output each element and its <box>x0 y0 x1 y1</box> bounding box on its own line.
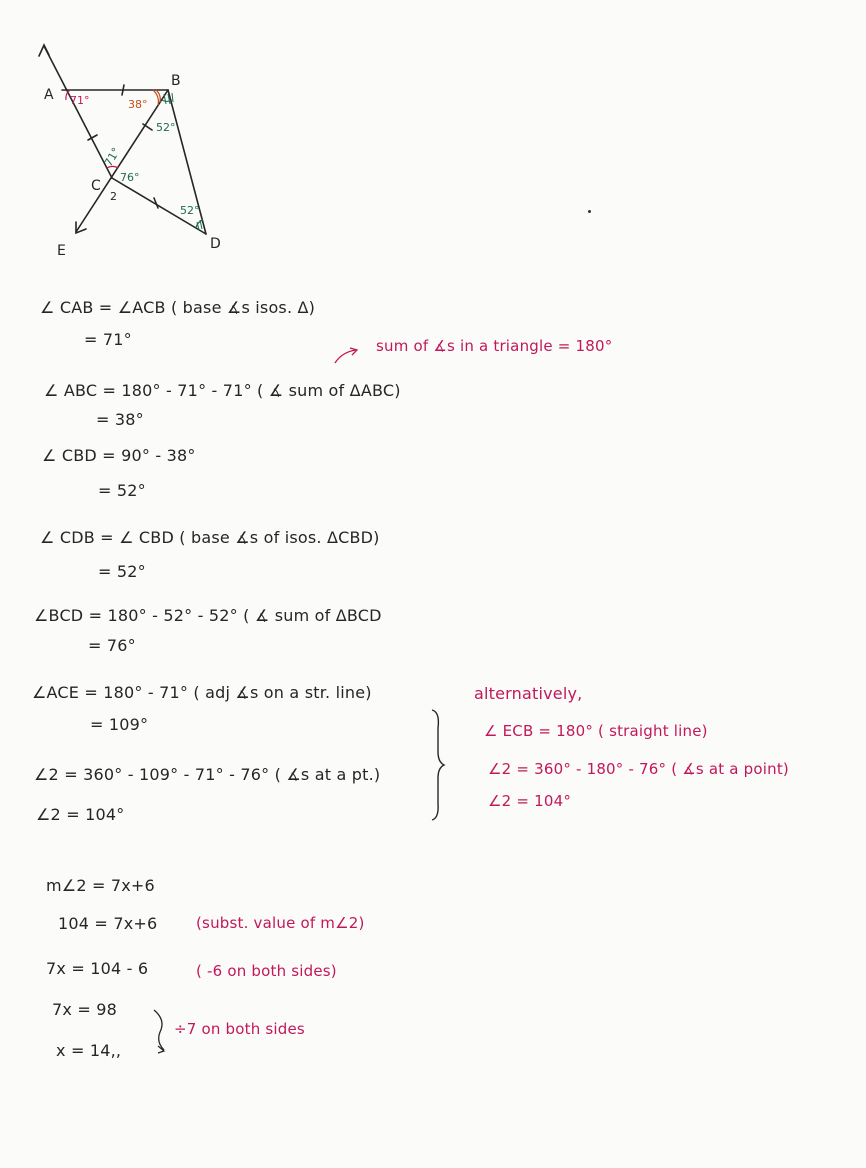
working-line-10: = 76° <box>88 636 136 655</box>
working-line-7: ∠ CDB = ∠ CBD ( base ∡s of isos. ΔCBD) <box>40 528 380 547</box>
working-line-14: ∠2 = 104° <box>36 805 125 824</box>
note-arrow <box>332 346 360 366</box>
working-line-19: x = 14,, <box>56 1041 122 1060</box>
alt-heading: alternatively, <box>474 684 583 703</box>
hatch-b-3 <box>172 93 173 102</box>
geometry-diagram <box>0 0 260 270</box>
curly-brace <box>426 708 448 822</box>
note-substitution: (subst. value of m∠2) <box>196 914 365 932</box>
alt-line-3: ∠2 = 104° <box>488 792 572 810</box>
angle-label-cab: 71° <box>70 94 90 107</box>
working-line-15: m∠2 = 7x+6 <box>46 876 155 895</box>
working-line-4: = 38° <box>96 410 144 429</box>
working-line-5: ∠ CBD = 90° - 38° <box>42 446 196 465</box>
working-line-13: ∠2 = 360° - 109° - 71° - 76° ( ∡s at a pt.) <box>34 765 381 784</box>
angle-label-cbd: 52° <box>156 121 176 134</box>
angle-label-acb: 71° <box>101 145 123 169</box>
working-line-18: 7x = 98 <box>52 1000 117 1019</box>
point-label-d: D <box>210 236 221 252</box>
line-bc-extended <box>76 90 168 232</box>
tick-ab <box>122 85 124 95</box>
note-triangle-sum: sum of ∡s in a triangle = 180° <box>376 337 613 355</box>
angle-label-abc: 38° <box>128 98 148 111</box>
working-line-8: = 52° <box>98 562 146 581</box>
angle-label-cdb: 52° <box>180 204 200 217</box>
bracket-divide <box>150 1008 174 1054</box>
angle-label-bcd: 76° <box>120 171 140 184</box>
point-label-e: E <box>57 243 66 259</box>
alt-line-2: ∠2 = 360° - 180° - 76° ( ∡s at a point) <box>488 760 789 778</box>
working-line-1: ∠ CAB = ∠ACB ( base ∡s isos. Δ) <box>40 298 316 317</box>
point-label-b: B <box>171 73 181 89</box>
working-line-12: = 109° <box>90 715 149 734</box>
point-label-a: A <box>44 87 54 103</box>
note-minus-six: ( -6 on both sides) <box>196 962 337 980</box>
working-line-9: ∠BCD = 180° - 52° - 52° ( ∡ sum of ΔBCD <box>34 606 382 625</box>
working-line-11: ∠ACE = 180° - 71° ( adj ∡s on a str. line) <box>32 683 372 702</box>
working-line-17: 7x = 104 - 6 <box>46 959 149 978</box>
working-line-16: 104 = 7x+6 <box>58 914 158 933</box>
working-line-6: = 52° <box>98 481 146 500</box>
note-divide-seven: ÷7 on both sides <box>174 1020 305 1038</box>
stray-dot <box>588 210 591 213</box>
line-ac-extended <box>44 46 112 178</box>
angle-label-2: 2 <box>110 190 117 203</box>
arc-angle-cbd <box>162 100 172 101</box>
working-line-3: ∠ ABC = 180° - 71° - 71° ( ∡ sum of ΔABC) <box>44 381 401 400</box>
alt-line-1: ∠ ECB = 180° ( straight line) <box>484 722 708 740</box>
working-line-2: = 71° <box>84 330 132 349</box>
point-label-c: C <box>91 178 101 194</box>
